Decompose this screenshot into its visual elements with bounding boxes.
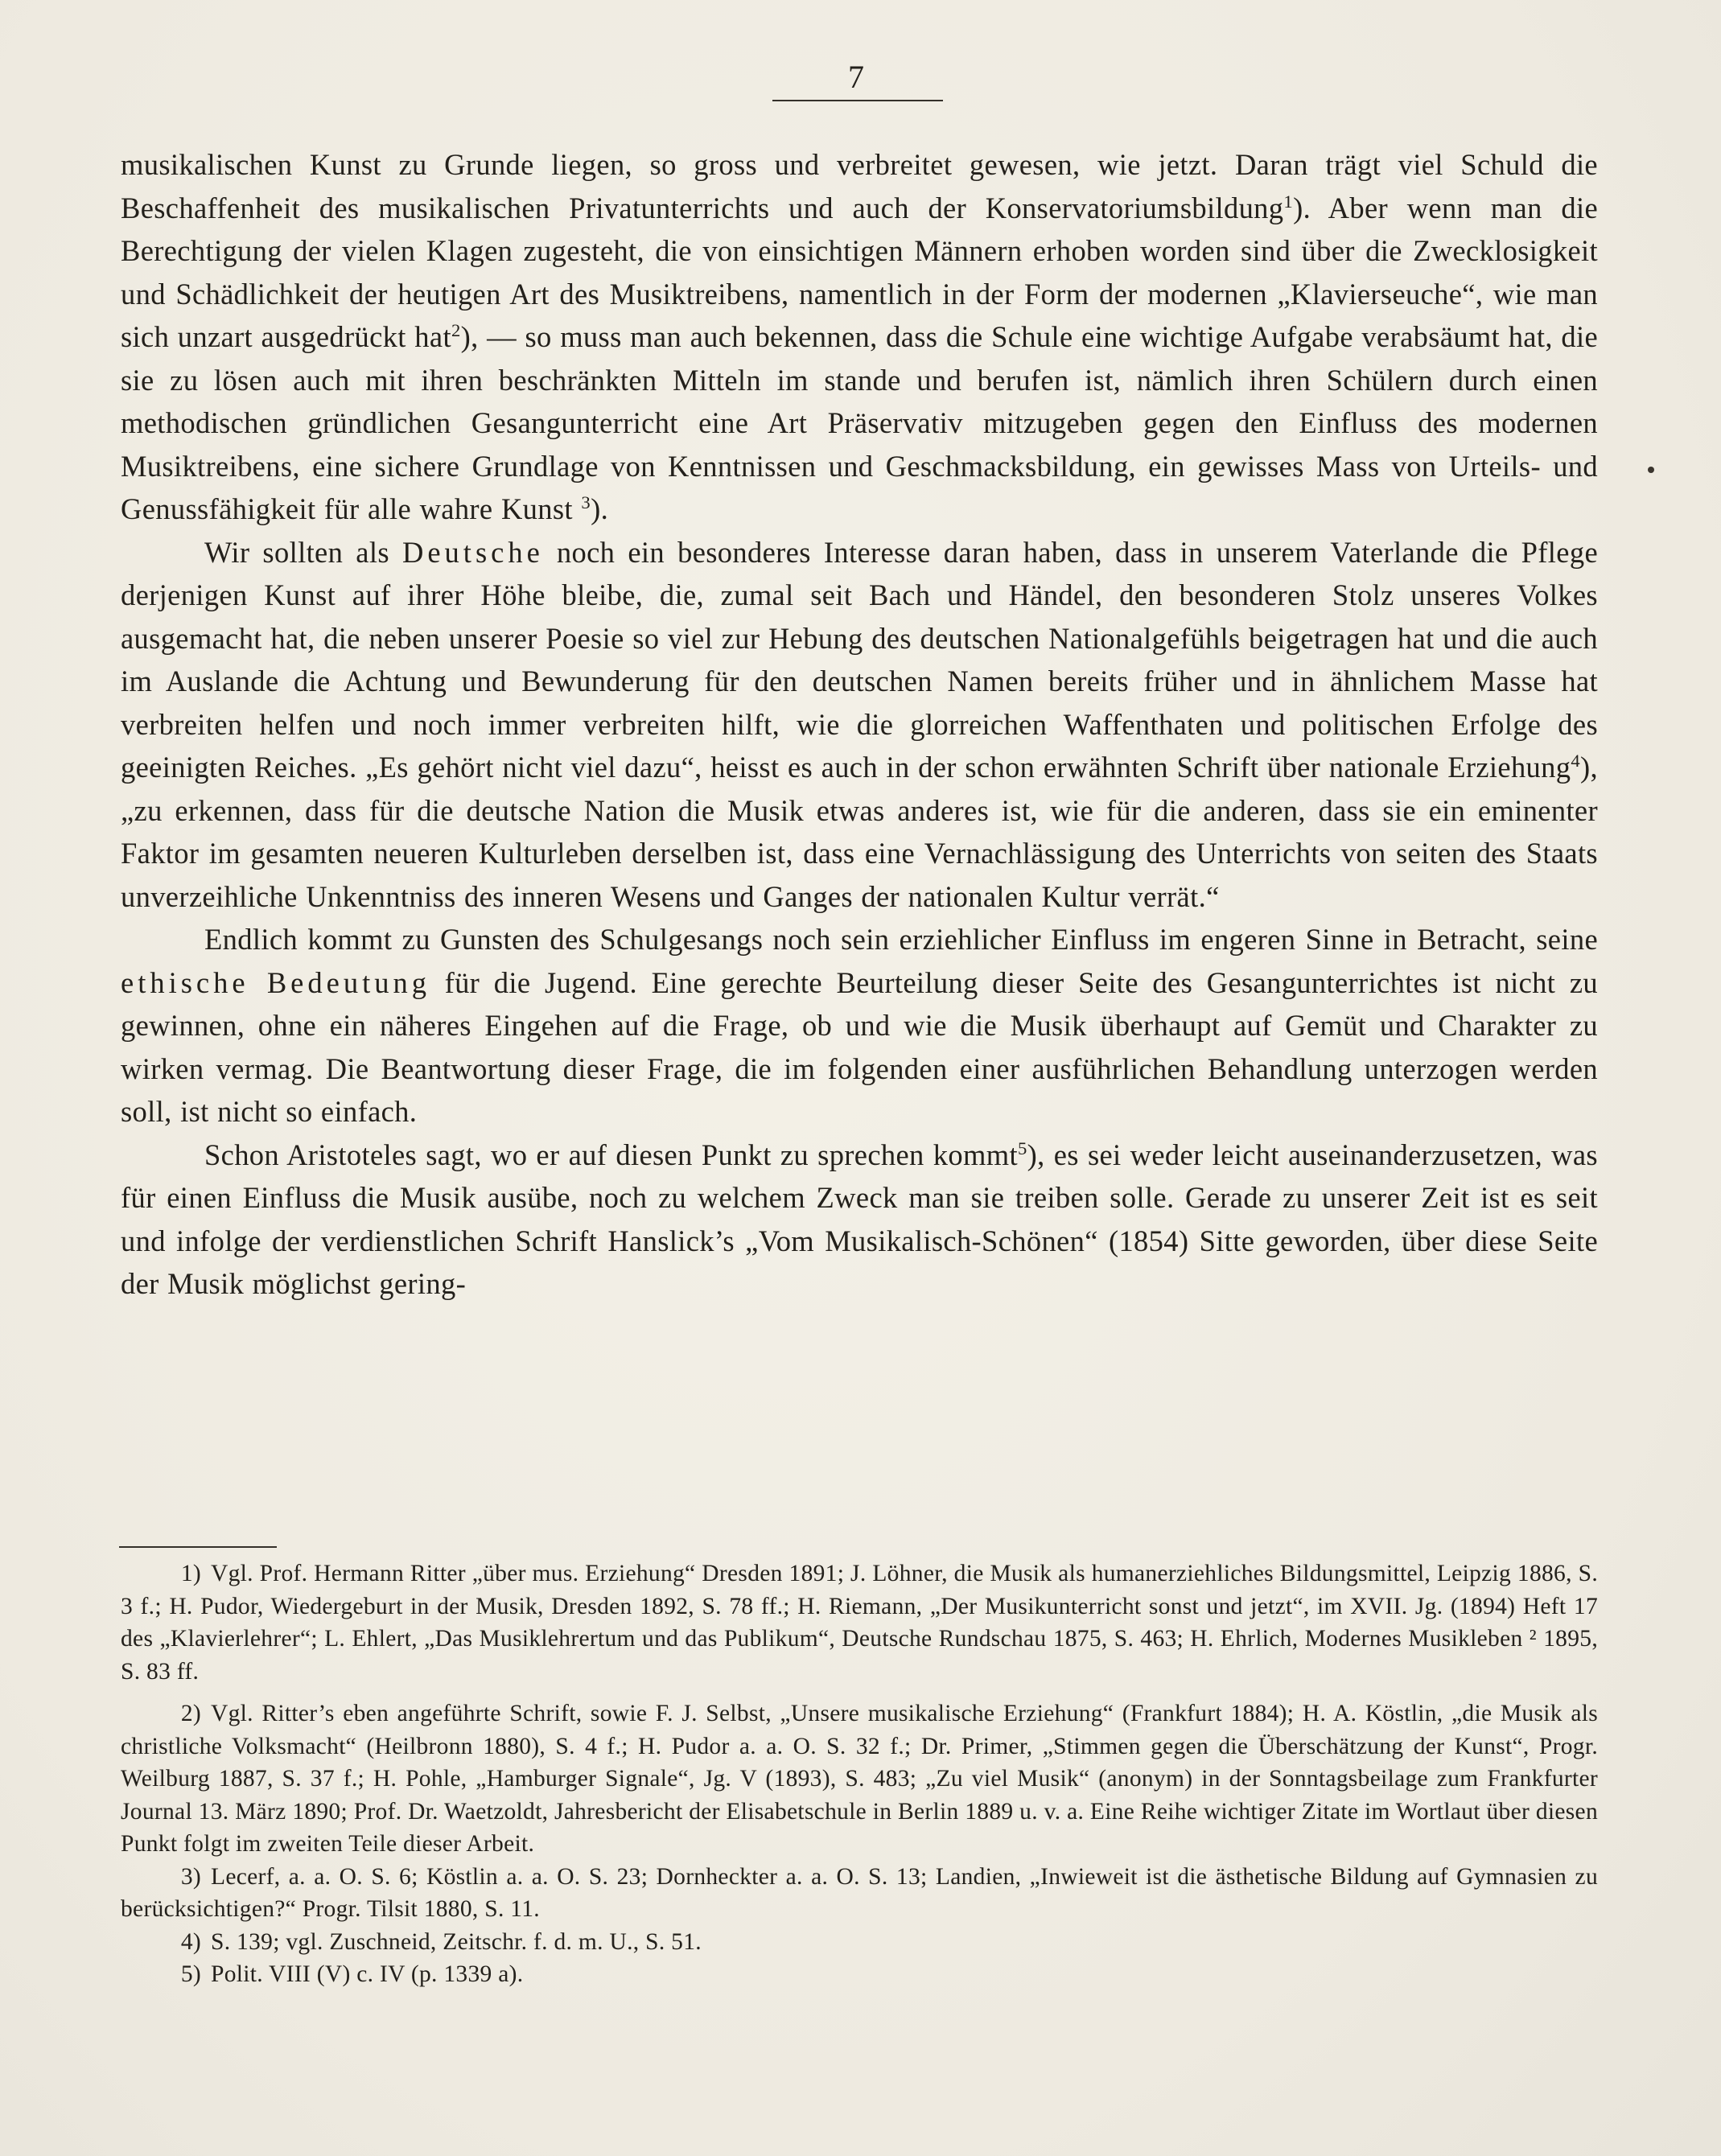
footnote-ref: 3 [581, 492, 591, 512]
footnote-ref: 5 [1017, 1138, 1027, 1158]
text-run: noch ein besonderes Interesse daran haben, dass in unserem Vaterlande die Pflege derjenigen Kunst auf ihrer Höhe bleibe, die, zumal seit Bach und Händel, den besonderen Stolz unseres Volkes ausgemacht hat, die neben unserer Poesie so viel zur Hebung des deutschen Nationalgefühls beigetragen hat und die auch im Auslande die Achtung und Bewunderung für den deutschen Namen bereits früher und in ähnlichem Masse hat verbreiten helfen und noch immer verbreiten hilft, wie die glorreichen Waffenthaten und politischen Erfolge des geeinigten Reiches. „Es gehört nicht viel dazu“, heisst es auch in der schon erwähnten Schrift über nationale Erziehung [121, 535, 1598, 784]
paragraph [121, 1134, 1598, 1306]
footnote-ref: 4 [1571, 750, 1581, 771]
footnote-text: Vgl. Prof. Hermann Ritter „über mus. Erziehung“ Dresden 1891; J. Löhner, die Musik als humanerziehliches Bildungsmittel, Leipzig 1886, S. 3 f.; H. Pudor, Wiedergeburt in der Musik, Dresden 1892, S. 78 ff.; H. Riemann, „Der Musikunterricht sonst und jetzt“, im XVII. Jg. (1894) Heft 17 des „Klavierlehrer“; L. Ehlert, „Das Musiklehrertum und das Publikum“, Deutsche Rundschau 1875, S. 463; H. Ehrlich, Modernes Musikleben ² 1895, S. 83 ff. [121, 1561, 1598, 1685]
footnote [121, 1697, 1598, 1861]
paragraph [121, 531, 1598, 919]
scan-speck [1648, 467, 1654, 473]
text-run: ), es sei weder leicht auseinanderzusetzen, was für einen Einfluss die Musik ausübe, noch zu welchem Zweck man sie treiben solle. Gerade zu unserer Zeit ist es seit und infolge der verdienstlichen Schrift Hanslick’s „Vom Musikalisch-Schönen“ (1854) Sitte geworden, über diese Seite der Musik möglichst gering- [121, 1138, 1598, 1300]
text-run: musikalischen Kunst zu Grunde liegen, so gross und verbreitet gewesen, wie jetzt. Daran trägt viel Schuld die Beschaffenheit des musikalischen Privatunterrichts und auch der Konservatoriumsbildung [121, 148, 1598, 224]
header-rule [772, 100, 943, 101]
footnote [121, 1926, 1598, 1959]
text-run: Endlich kommt zu Gunsten des Schulgesangs noch sein erziehlicher Einfluss im engeren Sinne in Betracht, seine [204, 923, 1598, 956]
footnotes [121, 1557, 1598, 1991]
footnote-rule [119, 1546, 277, 1548]
page-number: 7 [848, 59, 864, 95]
footnote-number: 2) [180, 1701, 201, 1726]
footnote [121, 1861, 1598, 1926]
footnote-number: 5) [180, 1961, 201, 1987]
footnote-text: Polit. VIII (V) c. IV (p. 1339 a). [211, 1961, 524, 1987]
footnote [121, 1557, 1598, 1688]
footnote-number: 4) [180, 1928, 201, 1955]
paragraph [121, 918, 1598, 1134]
text-run: Wir sollten als [204, 535, 402, 569]
text-run: ). Aber wenn man die Berechtigung der vielen Klagen zugesteht, die von einsichtigen Männern erhoben worden sind über die Zwecklosigkeit und Schädlichkeit der heutigen Art des Musiktreibens, namentlich in der Form der modernen „Klavierseuche“, wie man sich unzart ausgedrückt hat [121, 191, 1598, 353]
text-run: ), — so muss man auch bekennen, dass die Schule eine wichtige Aufgabe verabsäumt hat, die sie zu lösen auch mit ihren beschränkten Mitteln im stande und berufen ist, nämlich ihren Schülern durch einen methodischen gründlichen Gesangunterricht eine Art Präservativ mitzugeben gegen den Einfluss des modernen Musiktreibens, eine sichere Grundlage von Kenntnissen und Geschmacksbildung, ein gewisses Mass von Urteils- und Genussfähigkeit für alle wahre Kunst [121, 320, 1598, 525]
footnote-text: Lecerf, a. a. O. S. 6; Köstlin a. a. O. S. 23; Dornheckter a. a. O. S. 13; Landien, „Inwieweit ist die ästhetische Bildung auf Gymnasien zu berücksichtigen?“ Progr. Tilsit 1880, S. 11. [121, 1863, 1598, 1922]
text-run: ), „zu erkennen, dass für die deutsche Nation die Musik etwas anderes ist, wie für die anderen, dass sie ein eminenter Faktor im gesamten neueren Kulturleben derselben ist, dass eine Vernachlässigung des Unterrichts von seiten des Staats unverzeihliche Unkenntniss des inneren Wesens und Ganges der nationalen Kultur verrät.“ [121, 751, 1598, 913]
text-run: Schon Aristoteles sagt, wo er auf diesen Punkt zu sprechen kommt [204, 1138, 1018, 1171]
footnote-text: S. 139; vgl. Zuschneid, Zeitschr. f. d. m. U., S. 51. [211, 1928, 702, 1955]
footnote-number: 3) [180, 1863, 201, 1890]
footnote-ref: 1 [1283, 191, 1294, 212]
footnote [121, 1958, 1598, 1991]
paragraph [121, 143, 1598, 531]
text-run: für die Jugend. Eine gerechte Beurteilung dieser Seite des Gesangunterrichtes ist nicht zu gewinnen, ohne ein näheres Eingehen auf die Frage, ob und wie die Musik überhaupt auf Gemüt und Charakter zu wirken vermag. Die Beantwortung dieser Frage, die im folgenden einer ausführlichen Behandlung unterzogen werden soll, ist nicht so einfach. [121, 965, 1599, 1128]
spaced-emphasis: Deutsche [402, 535, 544, 569]
footnote-text: Vgl. Ritter’s eben angeführte Schrift, sowie F. J. Selbst, „Unsere musikalische Erziehung“ (Frankfurt 1884); H. A. Köstlin, „die Musik als christliche Volksmacht“ (Heilbronn 1880), S. 4 f.; H. Pudor a. a. O. S. 32 f.; Dr. Primer, „Stimmen gegen die Überschätzung der Kunst“, Progr. Weilburg 1887, S. 37 f.; H. Pohle, „Hamburger Signale“, Jg. V (1893), S. 483; „Zu viel Musik“ (anonym) in der Sonntagsbeilage zum Frankfurter Journal 13. März 1890; Prof. Dr. Waetzoldt, Jahresbericht der Elisabetschule in Berlin 1889 u. v. a. Eine Reihe wichtiger Zitate im Wortlaut über diesen Punkt folgt im zweiten Teile dieser Arbeit. [121, 1701, 1598, 1857]
text-run: ). [591, 492, 609, 525]
footnote-ref: 2 [451, 319, 461, 340]
body-text [121, 143, 1598, 1306]
spaced-emphasis: ethische Bedeutung [121, 965, 430, 999]
footnote-number: 1) [180, 1561, 201, 1586]
